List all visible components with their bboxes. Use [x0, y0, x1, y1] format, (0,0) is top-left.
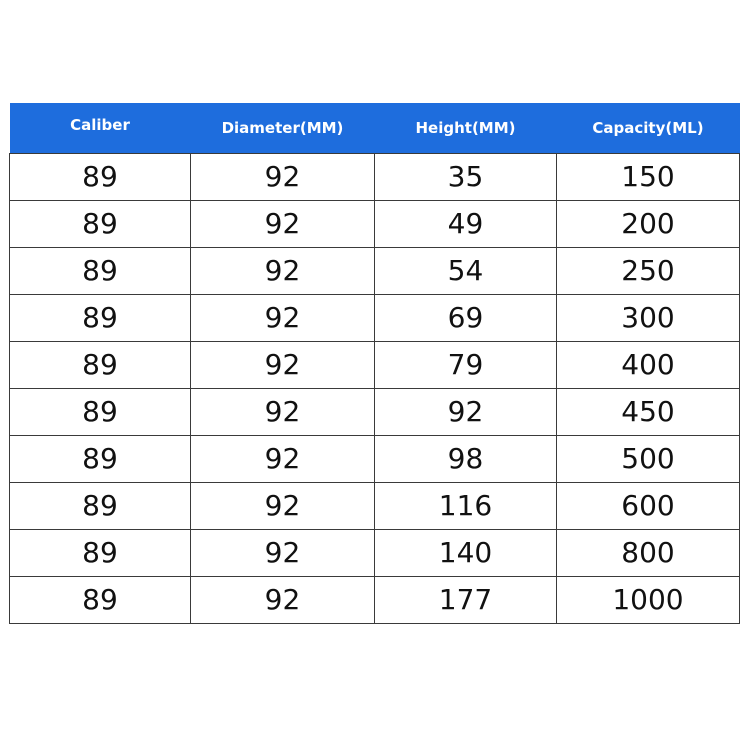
cell-diameter: 92	[191, 482, 375, 529]
cell-capacity: 200	[557, 200, 740, 247]
table-row	[10, 388, 740, 435]
cell-height: 98	[375, 435, 557, 482]
table-body	[10, 153, 740, 623]
table-row	[10, 576, 740, 623]
cell-capacity: 450	[557, 388, 740, 435]
table-row	[10, 482, 740, 529]
cell-height: 69	[375, 294, 557, 341]
cell-height: 177	[375, 576, 557, 623]
cell-capacity: 150	[557, 153, 740, 200]
header-capacity: Capacity(ML)	[592, 118, 704, 137]
cell-caliber: 89	[10, 576, 191, 623]
cell-caliber: 89	[10, 435, 191, 482]
cell-diameter: 92	[191, 247, 375, 294]
header-row	[10, 103, 740, 153]
cell-diameter: 92	[191, 576, 375, 623]
cell-height: 35	[375, 153, 557, 200]
cell-caliber: 89	[10, 247, 191, 294]
cell-height: 49	[375, 200, 557, 247]
cell-diameter: 92	[191, 435, 375, 482]
cell-caliber: 89	[10, 200, 191, 247]
cell-height: 79	[375, 341, 557, 388]
table-row	[10, 341, 740, 388]
spec-table	[9, 103, 740, 624]
header-diameter: Diameter(MM)	[221, 118, 344, 137]
cell-diameter: 92	[191, 294, 375, 341]
cell-capacity: 500	[557, 435, 740, 482]
table-row	[10, 153, 740, 200]
table-row	[10, 200, 740, 247]
table-header	[10, 103, 740, 153]
cell-diameter: 92	[191, 200, 375, 247]
cell-capacity: 600	[557, 482, 740, 529]
cell-capacity: 400	[557, 341, 740, 388]
cell-caliber: 89	[10, 482, 191, 529]
cell-diameter: 92	[191, 341, 375, 388]
header-caliber: Caliber	[70, 116, 130, 135]
cell-capacity: 300	[557, 294, 740, 341]
cell-height: 92	[375, 388, 557, 435]
cell-caliber: 89	[10, 341, 191, 388]
cell-caliber: 89	[10, 529, 191, 576]
cell-caliber: 89	[10, 388, 191, 435]
cell-diameter: 92	[191, 529, 375, 576]
table-row	[10, 247, 740, 294]
cell-caliber: 89	[10, 294, 191, 341]
cell-capacity: 1000	[557, 576, 740, 623]
cell-diameter: 92	[191, 153, 375, 200]
table-row	[10, 529, 740, 576]
cell-capacity: 250	[557, 247, 740, 294]
cell-height: 140	[375, 529, 557, 576]
cell-diameter: 92	[191, 388, 375, 435]
table-row	[10, 294, 740, 341]
header-height: Height(MM)	[415, 118, 516, 137]
cell-height: 116	[375, 482, 557, 529]
cell-capacity: 800	[557, 529, 740, 576]
cell-height: 54	[375, 247, 557, 294]
cell-caliber: 89	[10, 153, 191, 200]
table-row	[10, 435, 740, 482]
